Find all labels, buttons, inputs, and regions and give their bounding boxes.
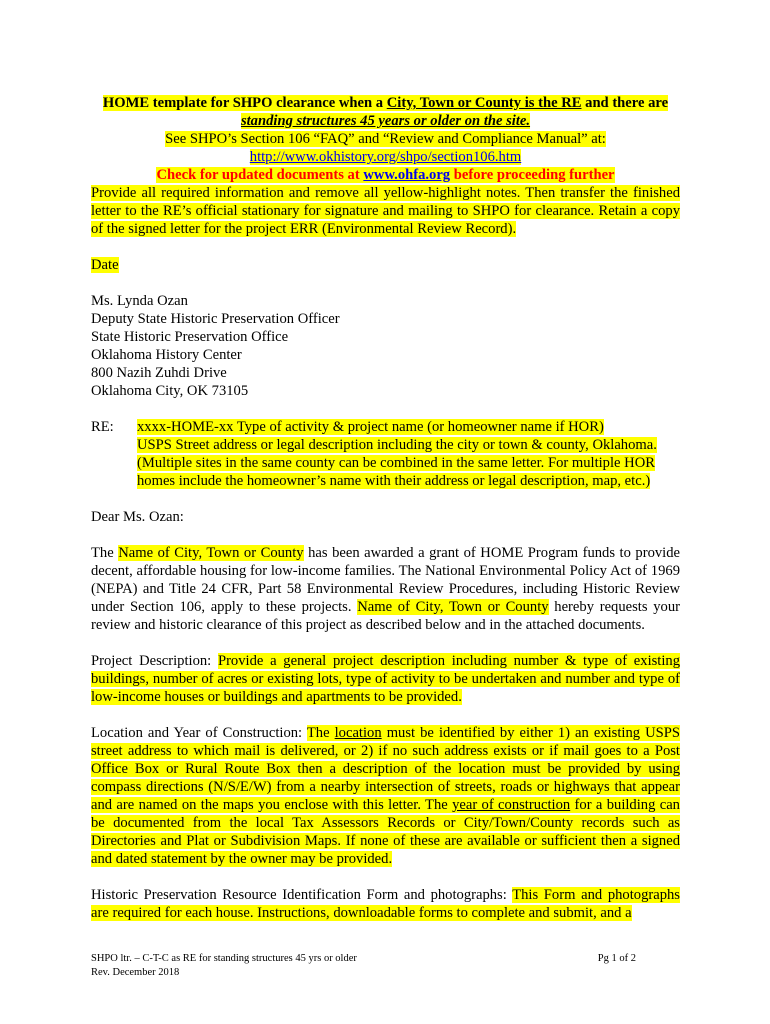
paragraph-historic-form [91, 886, 680, 922]
header-line1-post: and there are [581, 95, 669, 111]
check-text-post: before proceeding further [450, 167, 615, 183]
intro-text: has been awarded a grant of HOME Program funds to provide decent, affordable housing for low-income families. The National Environmental Policy Act of 1969 (NEPA) and Title 24 CFR, Part 58 Environmental Review Procedures, including Historic Review under Section 106, apply to these projects. [91, 545, 680, 615]
location-text: for a building can be documented from the local Tax Assessors Records or City/Town/County records such as Directories and Plat or Subdivision Maps. If none of these are available or sufficient then a signed and dated statement by the owner may be provided. [91, 797, 680, 867]
addressee-line: 800 Nazih Zuhdi Drive [91, 365, 227, 381]
location-text: must be identified by either 1) an existing USPS street address to which mail is delivered, or 2) if no such address exists or if mail goes to a Post Office Box or Rural Route Box then a description of the location must be provided by using compass directions (N/S/E/W) from a nearby intersection of streets, roads or highways that appear and are named on the maps you enclose with this letter. The [91, 725, 680, 813]
addressee-line: State Historic Preservation Office [91, 329, 289, 345]
footer-doc-title: SHPO ltr. – C-T-C as RE for standing structures 45 yrs or older [91, 953, 357, 964]
header-line2: standing structures 45 years or older on the site. [240, 113, 531, 129]
intro-text: The [91, 545, 119, 561]
re-multiple-note: (Multiple sites in the same county can be combined in the same letter. For multiple HOR homes include the homeowner’s name with their address or legal description, map, etc.) [137, 455, 655, 489]
letter-body [91, 94, 680, 922]
footer-revision: Rev. December 2018 [91, 967, 180, 978]
ohfa-link[interactable]: www.ohfa.org [363, 167, 451, 183]
re-address-line: USPS Street address or legal description including the city or town & county, Oklahoma. [137, 437, 657, 453]
location-label: Location and Year of Construction: [91, 725, 307, 741]
template-header [91, 94, 680, 184]
location-term: location [334, 725, 382, 741]
addressee-block [91, 292, 680, 400]
year-of-construction-term: year of construction [452, 797, 571, 813]
project-description-label: Project Description: [91, 653, 218, 669]
addressee-line: Oklahoma City, OK 73105 [91, 383, 249, 399]
re-block [91, 418, 680, 490]
date-placeholder: Date [91, 257, 119, 273]
shpo-url-link[interactable]: http://www.okhistory.org/shpo/section106.htm [249, 149, 522, 165]
project-description-note: Provide a general project description including number & type of existing buildings, number of acres or existing lots, type of activity to be undertaken and number and type of low-income houses or buildings and apartments to be provided. [91, 653, 681, 705]
re-project-line: xxxx-HOME-xx Type of activity & project name (or homeowner name if HOR) [137, 419, 604, 435]
header-line3: See SHPO’s Section 106 “FAQ” and “Review and Compliance Manual” at: [165, 131, 606, 147]
salutation: Dear Ms. Ozan: [91, 509, 184, 525]
city-name-placeholder: Name of City, Town or County [357, 599, 549, 615]
paragraph-location [91, 724, 680, 868]
addressee-line: Ms. Lynda Ozan [91, 293, 188, 309]
re-label: RE: [91, 419, 114, 435]
page-footer [91, 952, 636, 980]
location-text: The [306, 725, 335, 741]
footer-page-number: Pg 1 of 2 [597, 953, 636, 964]
paragraph-intro [91, 544, 680, 634]
instructions-note: Provide all required information and remove all yellow-highlight notes. Then transfer the finished letter to the RE’s official stationary for signature and mailing to SHPO for clearance. Retain a copy of the signed letter for the project ERR (Environmental Review Record). [91, 185, 680, 237]
check-text-pre: Check for updated documents at [156, 167, 364, 183]
paragraph-project-description [91, 652, 680, 706]
header-line1-pre: HOME template for SHPO clearance when a [102, 95, 387, 111]
addressee-line: Deputy State Historic Preservation Officer [91, 311, 340, 327]
intro-text: hereby requests your review and historic clearance of this project as described below and in the attached documents. [91, 599, 681, 633]
addressee-line: Oklahoma History Center [91, 347, 242, 363]
historic-form-note: This Form and photographs are required for each house. Instructions, downloadable forms to complete and submit, and a [91, 887, 680, 921]
header-line1-underlined: City, Town or County is the RE [386, 95, 582, 111]
historic-form-label: Historic Preservation Resource Identification Form and photographs: [91, 887, 513, 903]
city-name-placeholder: Name of City, Town or County [118, 545, 304, 561]
